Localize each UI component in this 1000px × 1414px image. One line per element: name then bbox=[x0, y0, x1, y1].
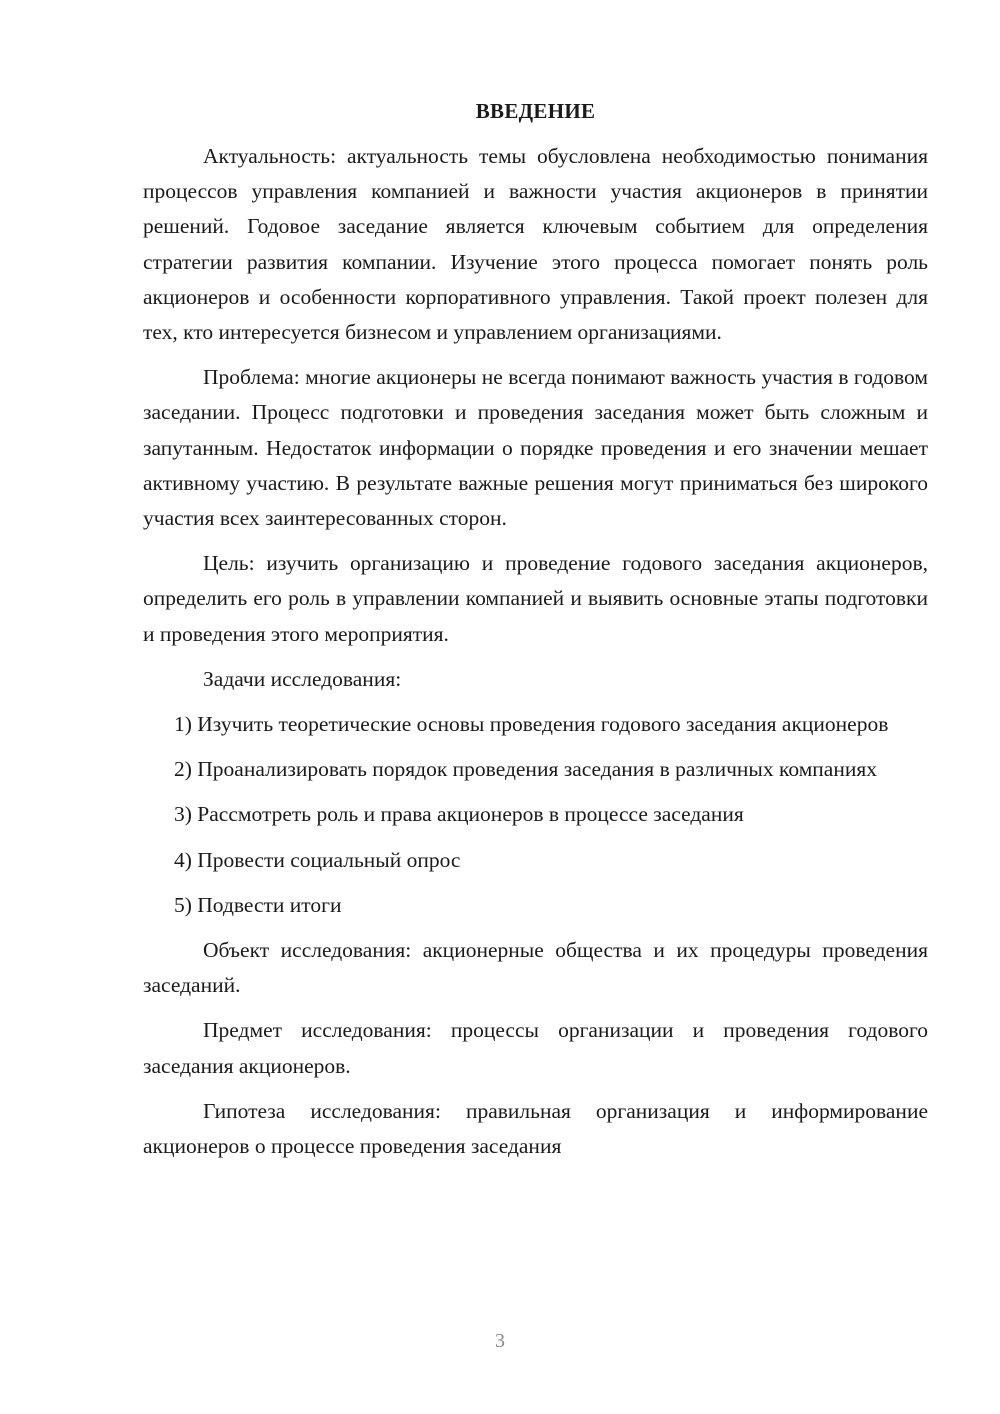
document-page bbox=[143, 94, 928, 1174]
task-item-4: 4) Провести социальный опрос bbox=[174, 847, 461, 872]
section-title: ВВЕДЕНИЕ bbox=[475, 99, 596, 123]
paragraph-hypothesis: Гипотеза исследования: правильная организация и информирование акционеров о процессе проведения заседания bbox=[143, 1098, 928, 1159]
task-item-5: 5) Подвести итоги bbox=[174, 892, 342, 917]
task-item-2: 2) Проанализировать порядок проведения заседания в различных компаниях bbox=[174, 757, 878, 782]
task-item-1: 1) Изучить теоретические основы проведения годового заседания акционеров bbox=[174, 712, 889, 737]
paragraph-problem: Проблема: многие акционеры не всегда понимают важность участия в годовом заседании. Процесс подготовки и проведения заседания может быть сложным и запутанным. Недостаток информации о порядке проведения и его значении мешает активному участию. В результате важные решения могут приниматься без широкого участия всех заинтересованных сторон. bbox=[143, 365, 928, 531]
paragraph-object: Объект исследования: акционерные общества и их процедуры проведения заседаний. bbox=[143, 938, 928, 998]
task-item-3: 3) Рассмотреть роль и права акционеров в процессе заседания bbox=[174, 802, 744, 827]
paragraph-goal: Цель: изучить организацию и проведение годового заседания акционеров, определить его роль в управлении компанией и выявить основные этапы подготовки и проведения этого мероприятия. bbox=[143, 551, 928, 646]
paragraph-subject: Предмет исследования: процессы организации и проведения годового заседания акционеров. bbox=[143, 1018, 928, 1078]
page-number: 3 bbox=[495, 1330, 505, 1352]
paragraph-tasks-heading: Задачи исследования: bbox=[203, 666, 402, 691]
paragraph-relevance: Актуальность: актуальность темы обусловлена необходимостью понимания процессов управления компанией и важности участия акционеров в принятии решений. Годовое заседание является ключевым событием для определения стратегии развития компании. Изучение этого процесса помогает понять роль акционеров и особенности корпоративного управления. Такой проект полезен для тех, кто интересуется бизнесом и управлением организациями. bbox=[143, 144, 928, 345]
